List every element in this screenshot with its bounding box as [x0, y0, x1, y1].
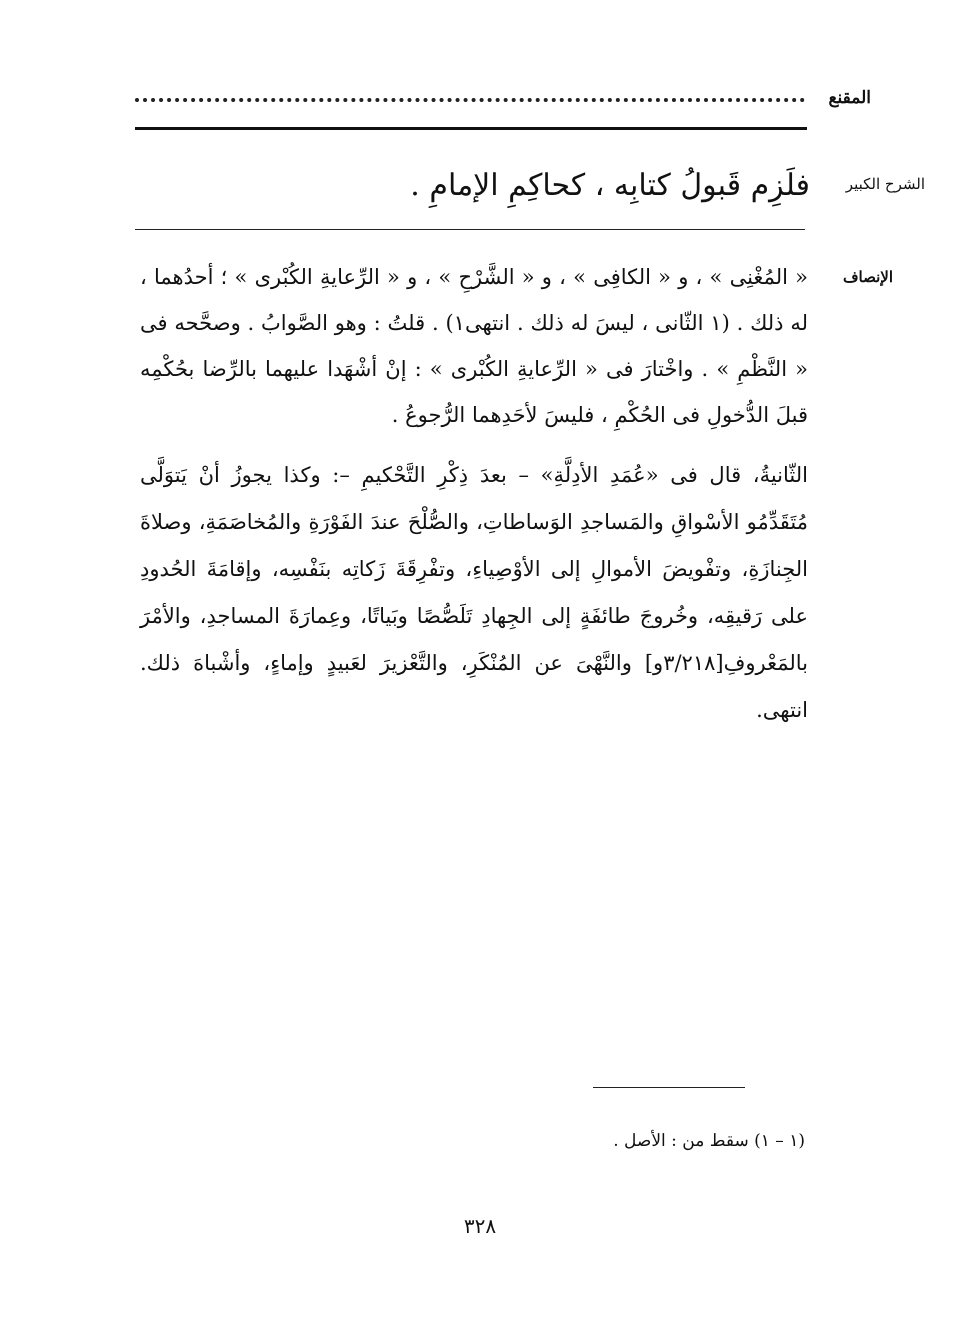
section-divider [135, 229, 805, 230]
header-dotted-line [135, 98, 805, 102]
header-title: المقنع [828, 88, 871, 108]
footnote: (١ – ١) سقط من : الأصل . [613, 1131, 805, 1151]
insaf-section-label: الإنصاف [842, 268, 893, 286]
header-rule [135, 127, 807, 130]
insaf-paragraph-2: الثّانيةُ، قال فى «عُمَدِ الأدِلَّةِ» – بعدَ ذِكْرِ التَّحْكيمِ –: وكذا يجوزُ أنْ يَتوَلَّى مُتَقَدِّمُو الأسْواقِ والمَساجدِ الوَساطاتِ، والصُّلْحَ عندَ الفَوْرَةِ والمُخاصَمَةِ، وصلاةَ الجِنازَةِ، وتفْويضَ الأموالِ إلى الأوْصِياءِ، وتفْرِقَةَ زَكاتِه بنَفْسِه، وإقامَةَ الحُدودِ على رَقيقِه، وخُروجَ طائفَةٍ إلى الجِهادِ تَلَصُّصًا وبَياتًا، وعِمارَةَ المساجدِ، والأمْرَ بالمَعْروفِ[٣/٢١٨و] والنَّهْىَ عن المُنْكَرِ، والتَّعْزيرَ لعَبيدٍ وإماءٍ، وأشْباهَ ذلك. انتهى. [140, 463, 808, 722]
sharh-section-label: الشرح الكبير [845, 175, 925, 193]
footnote-rule [593, 1087, 745, 1088]
sharh-text: فلَزِم قَبولُ كتابِه ، كحاكِمِ الإمامِ . [410, 168, 810, 203]
page-number: ٣٢٨ [463, 1214, 497, 1238]
insaf-paragraph-1: « المُغْنِى » ، و « الكافِى » ، و « الشَّرْحِ » ، و « الرِّعايةِ الكُبْرى » ؛ أحدُهما ، له ذلك . (١ الثّانى ، ليسَ له ذلك . انتهى١) . قلتُ : وهو الصَّوابُ . وصحَّحه فى « النَّظْمِ » . واخْتارَ فى « الرِّعايةِ الكُبْرى » : إنْ أشْهَدا عليهما بالرِّضا بحُكْمِه قبلَ الدُّخولِ فى الحُكْمِ ، فليسَ لأحَدِهما الرُّجوعُ . [140, 265, 809, 427]
